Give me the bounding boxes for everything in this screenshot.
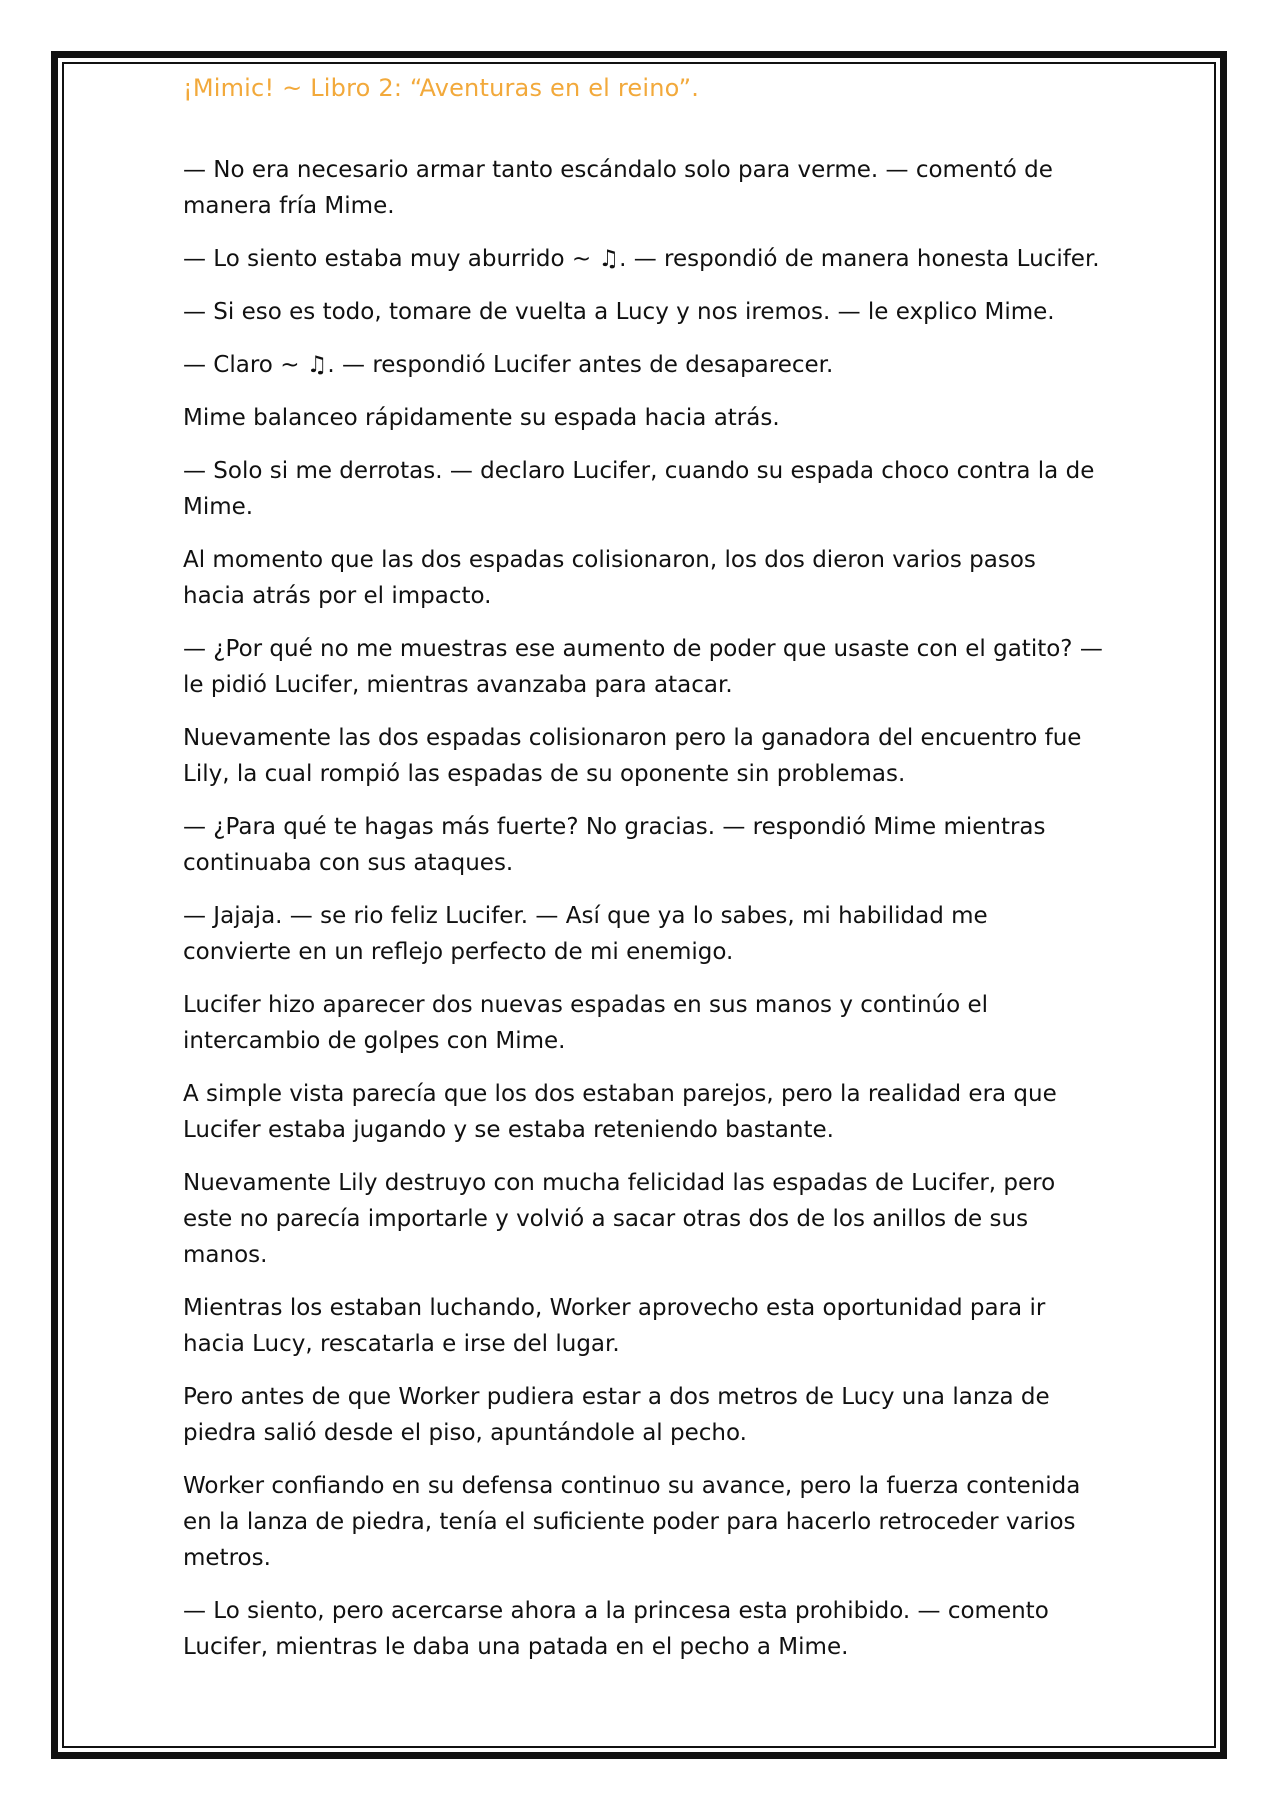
body-text <box>183 152 1103 1682</box>
paragraph: Al momento que las dos espadas colisionaron, los dos dieron varios pasos hacia atrás por el impacto. <box>183 547 1036 609</box>
paragraph: — ¿Para qué te hagas más fuerte? No gracias. — respondió Mime mientras continuaba con sus ataques. <box>183 814 1046 876</box>
paragraph: Nuevamente las dos espadas colisionaron pero la ganadora del encuentro fue Lily, la cual rompió las espadas de su oponente sin problemas. <box>183 725 1082 787</box>
paragraph: A simple vista parecía que los dos estaban parejos, pero la realidad era que Lucifer estaba jugando y se estaba reteniendo bastante. <box>183 1081 1057 1143</box>
paragraph: — Si eso es todo, tomare de vuelta a Lucy y nos iremos. — le explico Mime. <box>183 299 1055 325</box>
paragraph: Worker confiando en su defensa continuo su avance, pero la fuerza contenida en la lanza de piedra, tenía el suficiente poder para hacerlo retroceder varios metros. <box>183 1473 1081 1571</box>
running-header: ¡Mimic! ~ Libro 2: “Aventuras en el reino”. <box>183 74 700 102</box>
paragraph: Pero antes de que Worker pudiera estar a dos metros de Lucy una lanza de piedra salió desde el piso, apuntándole al pecho. <box>183 1384 1050 1446</box>
paragraph: — Solo si me derrotas. — declaro Lucifer, cuando su espada choco contra la de Mime. <box>183 458 1095 520</box>
paragraph: Nuevamente Lily destruyo con mucha felicidad las espadas de Lucifer, pero este no parecía importarle y volvió a sacar otras dos de los anillos de sus manos. <box>183 1170 1056 1268</box>
paragraph: Lucifer hizo aparecer dos nuevas espadas en sus manos y continúo el intercambio de golpes con Mime. <box>183 992 989 1054</box>
paragraph: Mime balanceo rápidamente su espada hacia atrás. <box>183 405 780 431</box>
paragraph: Mientras los estaban luchando, Worker aprovecho esta oportunidad para ir hacia Lucy, rescatarla e irse del lugar. <box>183 1295 1046 1357</box>
paragraph: — Jajaja. — se rio feliz Lucifer. — Así que ya lo sabes, mi habilidad me convierte en un reflejo perfecto de mi enemigo. <box>183 903 988 965</box>
paragraph: — Lo siento, pero acercarse ahora a la princesa esta prohibido. — comento Lucifer, mientras le daba una patada en el pecho a Mime. <box>183 1598 1049 1660</box>
paragraph: — No era necesario armar tanto escándalo solo para verme. — comentó de manera fría Mime. <box>183 157 1053 219</box>
paragraph: — Lo siento estaba muy aburrido ~ ♫. — respondió de manera honesta Lucifer. <box>183 246 1100 272</box>
paragraph: — Claro ~ ♫. — respondió Lucifer antes de desaparecer. <box>183 352 834 378</box>
paragraph: — ¿Por qué no me muestras ese aumento de poder que usaste con el gatito? — le pidió Lucifer, mientras avanzaba para atacar. <box>183 636 1103 698</box>
